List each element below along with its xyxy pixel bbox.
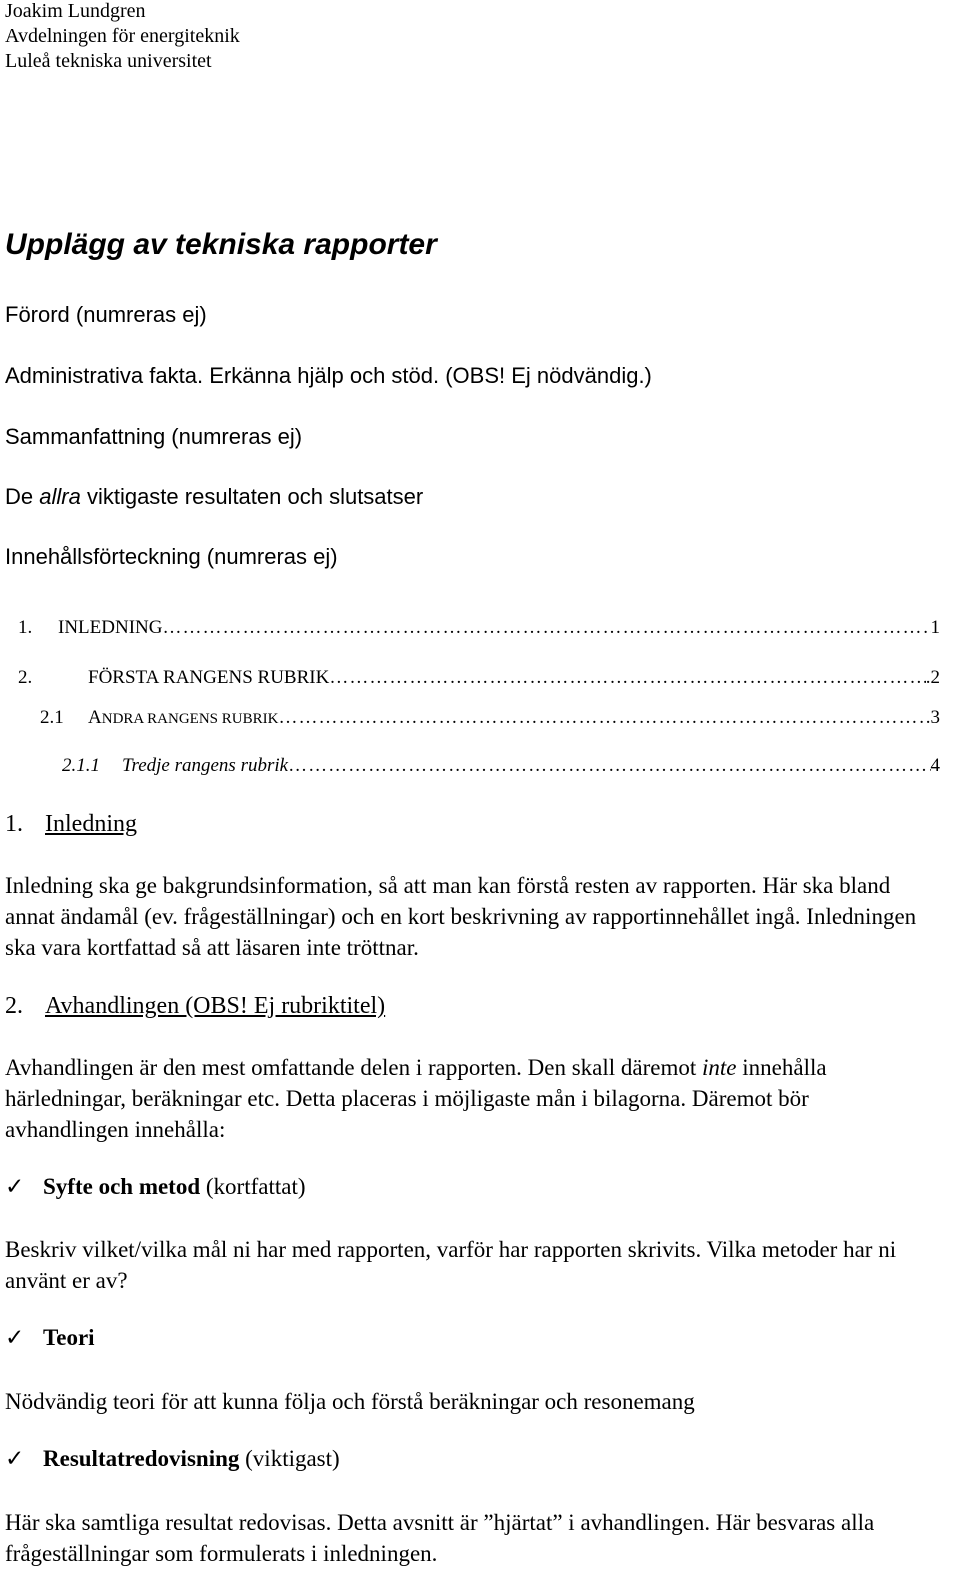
- inledning-paragraph: Inledning ska ge bakgrundsinformation, så att man kan förstå resten av rapporten. Här ska bland annat ändamål (ev. frågeställningar) och en kort beskrivning av rapportinnehållet ingå. Inledningen ska vara kortfattad så att läsaren inte tröttnar.: [5, 873, 917, 960]
- syfte-description: Beskriv vilket/vilka mål ni har med rapporten, varför har rapporten skrivits. Vilka metoder har ni använt er av?: [5, 1237, 897, 1293]
- sammanfattning-desc-post: viktigaste resultaten och slutsatser: [80, 484, 424, 509]
- checklist-item-title: Resultatredovisning: [43, 1446, 240, 1471]
- toc-leader: [288, 755, 930, 777]
- toc-entry-page: 4: [930, 755, 940, 776]
- toc-entry-number: 2.: [18, 667, 33, 688]
- university-name: Luleå tekniska universitet: [5, 50, 212, 72]
- checkmark-icon: ✓: [5, 1325, 25, 1350]
- forord-heading: Förord (numreras ej): [5, 302, 207, 327]
- avhandlingen-text-emphasis: inte: [702, 1055, 737, 1080]
- sammanfattning-desc-pre: De: [5, 484, 40, 509]
- toc-entry-label: FÖRSTA RANGENS RUBRIK: [88, 667, 330, 688]
- resultat-description: Här ska samtliga resultat redovisas. Detta avsnitt är ”hjärtat” i avhandlingen. Här besvaras alla frågeställningar som formulerats i inledningen.: [5, 1510, 875, 1566]
- checklist-item-title: Teori: [43, 1325, 95, 1350]
- toc-entry-label: INLEDNING: [58, 617, 163, 638]
- forord-description: Administrativa fakta. Erkänna hjälp och stöd. (OBS! Ej nödvändig.): [5, 363, 652, 388]
- checkmark-icon: ✓: [5, 1446, 25, 1471]
- toc-entry-label: Tredje rangens rubrik: [122, 755, 289, 776]
- avhandlingen-text-post: innehålla härledningar, beräkningar etc. Detta placeras i möjligaste mån i bilagorna. Däremot bör avhandlingen innehålla:: [5, 1055, 827, 1142]
- toc-leader: [162, 617, 930, 639]
- document-title: Upplägg av tekniska rapporter: [5, 228, 437, 261]
- toc-entry-page: .3: [925, 707, 940, 728]
- toc-entry-number: 2.1: [40, 707, 64, 728]
- section-title: Inledning: [45, 811, 137, 837]
- toc-leader: [278, 707, 925, 729]
- section-number: 2.: [5, 993, 23, 1019]
- toc-entry-number: 1.: [18, 617, 33, 638]
- sammanfattning-description: [5, 484, 423, 510]
- checklist-item-note: (viktigast): [239, 1446, 340, 1471]
- section-title: Avhandlingen (OBS! Ej rubriktitel): [45, 993, 386, 1019]
- checklist-item-title: Syfte och metod: [43, 1174, 201, 1199]
- checklist-item-resultat: [5, 1446, 340, 1472]
- department-name: Avdelningen för energiteknik: [5, 25, 240, 47]
- toc-label-rest: NDRA RANGENS RUBRIK: [101, 711, 279, 727]
- toc-entry-page: .2: [925, 667, 940, 688]
- section-heading-inledning: [5, 811, 137, 838]
- toc-entry-2[interactable]: [18, 667, 940, 689]
- sammanfattning-desc-emphasis: allra: [39, 484, 81, 509]
- toc-entry-number: 2.1.1: [62, 755, 100, 776]
- teori-description: Nödvändig teori för att kunna följa och förstå beräkningar och resonemang: [5, 1389, 695, 1414]
- checklist-item-syfte: [5, 1174, 306, 1200]
- toc-entry-page: 1: [930, 617, 940, 638]
- section-number: 1.: [5, 811, 23, 837]
- innehall-heading: Innehållsförteckning (numreras ej): [5, 544, 338, 569]
- checklist-item-note: (kortfattat): [200, 1174, 306, 1199]
- toc-entry-3[interactable]: [40, 707, 940, 729]
- toc-entry-1[interactable]: [18, 617, 940, 639]
- avhandlingen-text-pre: Avhandlingen är den mest omfattande delen i rapporten. Den skall däremot: [5, 1055, 703, 1080]
- toc-leader: [329, 667, 925, 689]
- author-name: Joakim Lundgren: [5, 0, 146, 22]
- sammanfattning-heading: Sammanfattning (numreras ej): [5, 424, 303, 449]
- checkmark-icon: ✓: [5, 1174, 25, 1199]
- section-heading-avhandlingen: [5, 993, 385, 1020]
- toc-entry-4[interactable]: [62, 755, 940, 777]
- toc-label-initial: A: [88, 707, 102, 728]
- avhandlingen-paragraph: [5, 1052, 935, 1145]
- checklist-item-teori: [5, 1325, 95, 1351]
- toc-entry-label: [88, 707, 278, 729]
